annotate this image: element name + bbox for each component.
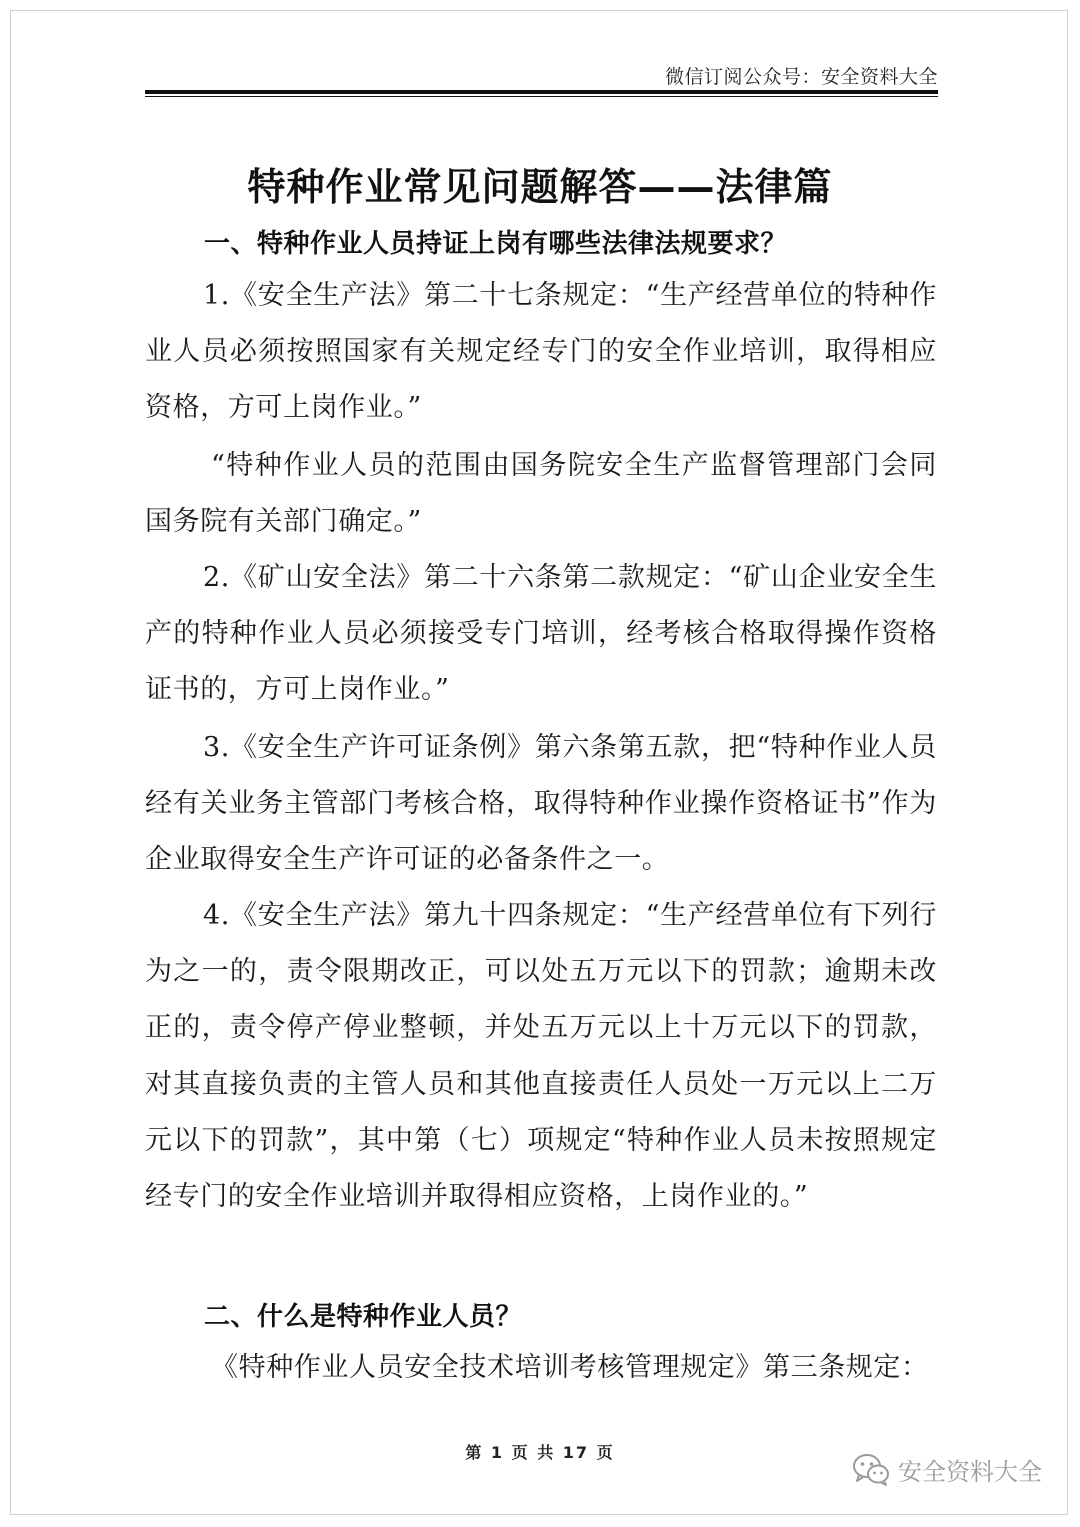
section-2-heading: 二、什么是特种作业人员？ [204, 1302, 523, 1332]
paragraph: 《特种作业人员安全技术培训考核管理规定》第三条规定： [211, 1352, 929, 1383]
header-rule-thick [145, 90, 938, 94]
paragraph: “特种作业人员的范围由国务院安全生产监督管理部门会同国务院有关部门确定。” [145, 450, 937, 538]
wechat-icon [852, 1453, 890, 1487]
paragraph: 3.《安全生产许可证条例》第六条第五款，把“特种作业人员经有关业务主管部门考核合格，取得特种作业操作资格证书”作为企业取得安全生产许可证的必备条件之一。 [145, 732, 937, 876]
section-1-heading: 一、特种作业人员持证上岗有哪些法律法规要求？ [204, 229, 788, 259]
watermark-text: 安全资料大全 [898, 1458, 1042, 1486]
page-indicator: 第 1 页 共 17 页 [465, 1443, 615, 1462]
paragraph: 1.《安全生产法》第二十七条规定：“生产经营单位的特种作业人员必须按照国家有关规定经专门的安全作业培训，取得相应资格，方可上岗作业。” [145, 280, 937, 424]
watermark [852, 1452, 1042, 1487]
paragraph: 2.《矿山安全法》第二十六条第二款规定：“矿山企业安全生产的特种作业人员必须接受专门培训，经考核合格取得操作资格证书的，方可上岗作业。” [145, 562, 937, 706]
document-title: 特种作业常见问题解答——法律篇 [247, 165, 833, 209]
header-rule-thin [145, 96, 938, 97]
paragraph: 4.《安全生产法》第九十四条规定：“生产经营单位有下列行为之一的，责令限期改正，可以处五万元以下的罚款；逾期未改正的，责令停产停业整顿，并处五万元以上十万元以下的罚款，对其直接负责的主管人员和其他直接责任人员处一万元以上二万元以下的罚款”，其中第（七）项规定“特种作业人员未按照规定经专门的安全作业培训并取得相应资格，上岗作业的。” [145, 900, 937, 1213]
header-subscription-note: 微信订阅公众号：安全资料大全 [664, 66, 938, 88]
